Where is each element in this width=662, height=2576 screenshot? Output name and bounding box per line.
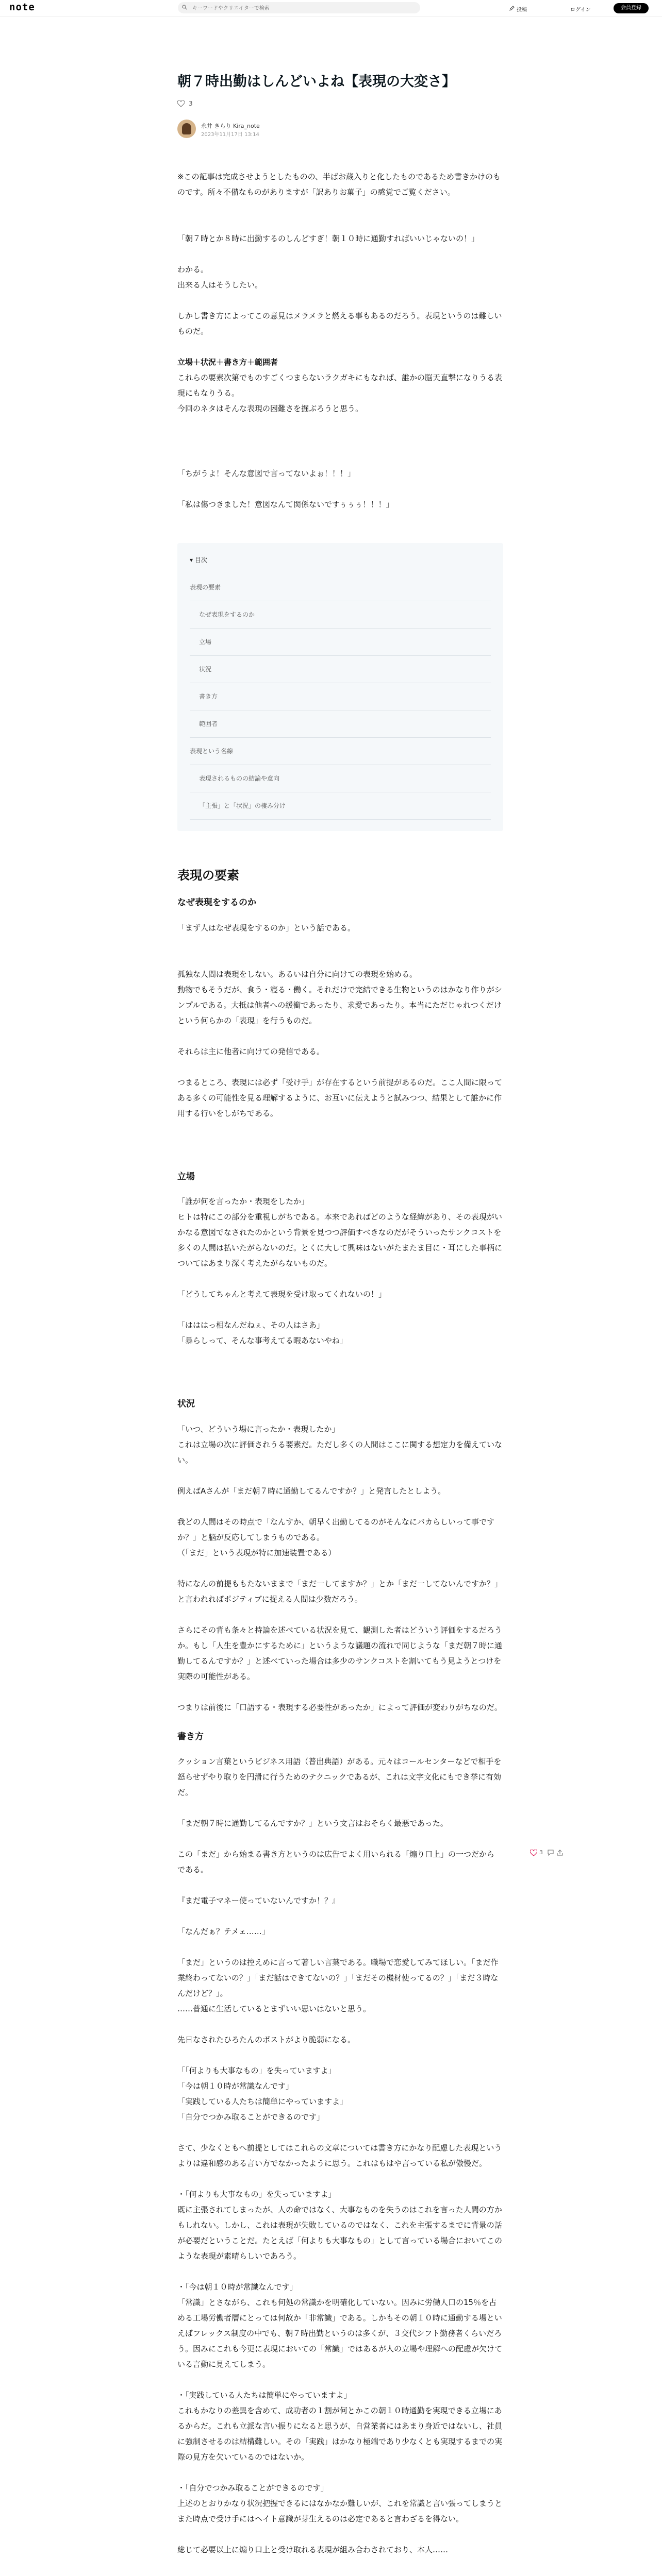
paragraph: 「実践している人たちは簡単にやっていますよ」	[177, 2097, 348, 2107]
paragraph: ヒトは特にこの部分を重視しがちである。本来であればどのような経緯があり、その表現がいかなる意図でなされたのかという背景を見つつ評価すべきなのだがそういったサンクコストを多くの人間は払いたがらないのだ。とくに大して興味はないがたまたま目に・耳にした事柄についてはあまり深く考えたがらないものだ。	[177, 1212, 503, 1268]
toc-item[interactable]: 表現という名線	[190, 738, 491, 765]
toc-item[interactable]: 範囲者	[190, 710, 491, 738]
toc-item[interactable]: 表現の要素	[190, 574, 491, 601]
post-label: 投稿	[517, 7, 527, 13]
paragraph: しかし書き方によってこの意見はメラメラと燃える事もあるのだろう。表現というのは難しいものだ。	[177, 311, 502, 336]
paragraph: 「ちがうよ！そんな意図で言ってないよぉ！！！」	[177, 468, 356, 478]
paragraph: 「暴らしって、そんな事考えてる暇あないやね」	[177, 1336, 347, 1346]
post-date: 2023年11月17日 13:14	[201, 131, 259, 138]
toc-item[interactable]: 書き方	[190, 683, 491, 710]
paragraph: 「どうしてちゃんと考えて表現を受け取ってくれないの！」	[177, 1290, 387, 1299]
paragraph: 既に主張されてしまったが、人の命ではなく、大事なものを失うのはこれを言った人間の方かもしれない。しかし、これは表現が失敗しているのではなく、これを主張するまでに背景の話が必要だということだ。たとえば「何よりも大事なもの」として言っている場合においてこのような表現が素晴らしいであろう。	[177, 2205, 503, 2261]
paragraph: 先日なされたひろたんのポストがより脆弱になる。	[177, 2035, 356, 2045]
toc-item[interactable]: なぜ表現をするのか	[190, 601, 491, 629]
paragraph: 動物でもそうだが、食う・寝る・働く。それだけで完結できる生物というのはかなり作りがシンプルである。大抵は他者への緩衝であったり、求愛であったり。本当にただじゃれつくだけという何らかの「表現」を行うものだ。	[177, 985, 502, 1025]
toc-toggle-icon: ▾	[190, 556, 195, 564]
paragraph: 「なんだぁ？テメェ……」	[177, 1927, 270, 1937]
paragraph: 「自分でつかみ取ることができるのです」	[177, 2112, 325, 2122]
paragraph: 立場＋状況＋書き方＋範囲者	[177, 357, 278, 367]
like-count: 3	[189, 99, 193, 107]
paragraph: ※この記事は完成させようとしたものの、半ばお蔵入りと化したものであるため書きかけのものです。所々不備なものがありますが「訳ありお菓子」の感覚でご覧ください。	[177, 172, 501, 197]
paragraph: それらは主に他者に向けての発信である。	[177, 1046, 325, 1056]
paragraph: つまるところ、表現には必ず「受け手」が存在するという前提があるのだ。ここ人間に限ってある多くの可能性を見る理解するように、お互いに伝えようと試みつつ、結果として誰かに作用する行いをしがちである。	[177, 1077, 503, 1118]
paragraph: ・「何よりも大事なもの」を失っていますよ」	[177, 2190, 336, 2199]
paragraph: 特になんの前提ももたないままで「まだ一してますか？」とか「まだ一してないんですか？」と言われればポジティブに捉える人間は少数だろう。	[177, 1579, 503, 1604]
top-navigation-bar	[0, 0, 662, 17]
side-like-count: 3	[539, 1849, 543, 1856]
paragraph: 「今は朝１０時が常識なんです」	[177, 2081, 294, 2091]
subsection-heading: 立場	[177, 1171, 195, 1182]
toc-heading[interactable]: ▾ 目次	[190, 556, 207, 564]
heart-icon	[177, 100, 185, 107]
paragraph: 今回のネタはそんな表現の困難さを掘ぶろうと思う。	[177, 403, 363, 413]
paragraph: 『まだ電子マネー使っていないんですか！？』	[177, 1896, 340, 1906]
subsection-heading: なぜ表現をするのか	[177, 897, 256, 908]
paragraph: これもかなりの差異を含めて、成功者の１割が何とかこの朝１０時通勤を実現できる立場にあるからだ。これも立派な言い振りになると思うが、自営業者にはあまり身近ではないし、社員に強制させるのは結構難しい。その「実践」はかなり極端であり少なくとも実現するまでの実際の見方を欠いているのではないか。	[177, 2406, 503, 2462]
paragraph: ・「自分でつかみ取ることができるのです」	[177, 2483, 328, 2493]
paragraph: つまりは前後に「口語する・表現する必要性があったか」によって評価が変わりがちなのだ。	[177, 1702, 502, 1712]
article	[177, 72, 503, 2557]
toc-item[interactable]: 状況	[190, 656, 491, 683]
paragraph: （「まだ」という表現が特に加速装置である）	[177, 1548, 336, 1557]
paragraph: 「常識」とさながら、これも何処の常識かを明確化していない。因みに労働人口の15％を占める工場労働者層にとっては何故か「非常識」である。しかもその朝１０時に通勤する場といえばフレックス制度の中でも、朝７時出勤というのは多くが、３交代シフト勤務者くらいだろう。因みにこれも今更に表現においての「常識」ではあるが人の立場や理解への配慮が欠けている言動に見えてしまう。	[177, 2298, 503, 2369]
table-of-contents	[177, 543, 503, 831]
paragraph: 「まだ」というのは控えめに言って著しい言葉である。職場で恋愛してみてほしい。「まだ作業終わってないの？」「まだ話はできてないの？」「まだその機材使ってるの？」「まだ３時なんだけど？」。	[177, 1958, 499, 1998]
paragraph: わかる。	[177, 264, 209, 274]
paragraph: 「「何よりも大事なもの」を失っていますよ」	[177, 2066, 336, 2076]
paragraph: クッション言葉というビジネス用語（普出典語）がある。元々はコールセンターなどで相手を怒らせずやり取りを円滑に行うためのテクニックであるが、これは文字文化にもでき挙に有効だ。	[177, 1757, 502, 1798]
paragraph: 「まだ朝７時に通勤してるんですか？」という文言はおそらく最悪であった。	[177, 1819, 448, 1828]
signup-button[interactable]: 会員登録	[614, 3, 649, 13]
paragraph: これらの要素次第でものすごくつまらないラクガキにもなれば、誰かの脳天直撃になりうる表現にもなりうる。	[177, 372, 503, 398]
subsection-heading: 書き方	[177, 1731, 204, 1742]
paragraph: ・「今は朝１０時が常識なんです」	[177, 2282, 297, 2292]
share-icon[interactable]	[557, 1850, 563, 1856]
paragraph: さらにその背も条々と持論を述べている状況を見て、観測した者はどういう評価をするだろうか。もし「人生を豊かにするために」というような議題の流れで同じような「まだ朝７時に通勤してるんですか？」と述べていった場合は多少のサンクコストを割いてもう見ようとつけを実際の可能性がある。	[177, 1625, 503, 1681]
post-button[interactable]	[517, 5, 527, 13]
paragraph: 「朝７時とか８時に出勤するのしんどすぎ！朝１０時に通勤すればいいじゃないの！」	[177, 233, 479, 243]
toc-item[interactable]: 「主張」と「状況」の棲み分け	[190, 792, 491, 820]
paragraph: この「まだ」から始まる書き方というのは広告でよく用いられる「煽り口上」の一つだから である。	[177, 1850, 495, 1875]
like-button-heart-icon[interactable]	[530, 1850, 537, 1856]
search-box[interactable]	[178, 2, 420, 13]
search-icon	[182, 5, 187, 10]
paragraph: 出来る人はそうしたい。	[177, 280, 263, 290]
like-summary[interactable]	[177, 100, 503, 108]
comment-icon[interactable]	[548, 1850, 554, 1856]
paragraph: 「いつ、どういう場に言ったか・表現したか」	[177, 1424, 340, 1434]
subsection-heading: 状況	[177, 1399, 195, 1410]
floating-actions	[530, 1849, 561, 1858]
paragraph: 「はははっ相なんだねぇ、その人はさあ」	[177, 1320, 325, 1330]
paragraph: 我どの人間はその時点で「なんすか、朝早く出勤してるのがそんなにバカらしいって事ですか？」と脳が反応してしまうものである。	[177, 1517, 495, 1542]
paragraph: さて、少なくともへ前提としてはこれらの文章については書き方にかなり配慮した表現というよりは違和感のある言い方でなかったように思う。これはもはや言っている私が傲慢だ。	[177, 2143, 502, 2168]
paragraph: 「誰が何を言ったか・表現をしたか」	[177, 1197, 309, 1207]
paragraph: ・「実践している人たちは簡単にやっていますよ」	[177, 2391, 352, 2400]
toc-item[interactable]: 立場	[190, 629, 491, 656]
pencil-icon	[509, 6, 515, 11]
search-input[interactable]	[191, 4, 415, 13]
article-body	[177, 169, 503, 2558]
section-heading: 表現の要素	[177, 868, 239, 883]
note-logo[interactable]: note	[9, 2, 35, 13]
paragraph: 「まず人はなぜ表現をするのか」という話である。	[177, 923, 356, 933]
paragraph: ……普通に生活しているとまずいい思いはないと思う。	[177, 2004, 371, 2014]
paragraph: 総じて必要以上に煽り口上と受け取れる表現が組み合わされており、本人……	[177, 2545, 449, 2555]
paragraph: 上述のとおりかなり状況把握できるにはなかなか難しいが、これを常識と言い張ってしまうとまた時点で受け手にはヘイト意識が芽生えるのは必定であると言わざるを得ない。	[177, 2499, 503, 2524]
paragraph: 孤独な人間は表現をしない。あるいは自分に向けての表現を始める。	[177, 969, 418, 979]
paragraph: 「私は傷つきました！意図なんて関係ないですぅぅぅ！！！」	[177, 499, 394, 509]
paragraph: これは立場の次に評価されうる要素だ。ただし多くの人間はここに関する想定力を備えていない。	[177, 1439, 503, 1465]
toc-item[interactable]: 表現されるものの結論や意向	[190, 765, 491, 792]
article-title: 朝７時出勤はしんどいよね【表現の大変さ】	[177, 74, 456, 90]
avatar[interactable]	[177, 120, 196, 138]
paragraph: 例えばAさんが「まだ朝７時に通勤してるんですか？」と発言したとしよう。	[177, 1486, 446, 1496]
login-link[interactable]: ログイン	[570, 7, 591, 13]
author-info[interactable]	[177, 116, 503, 143]
author-name[interactable]: 永井 きらり Kira_note	[201, 122, 260, 129]
